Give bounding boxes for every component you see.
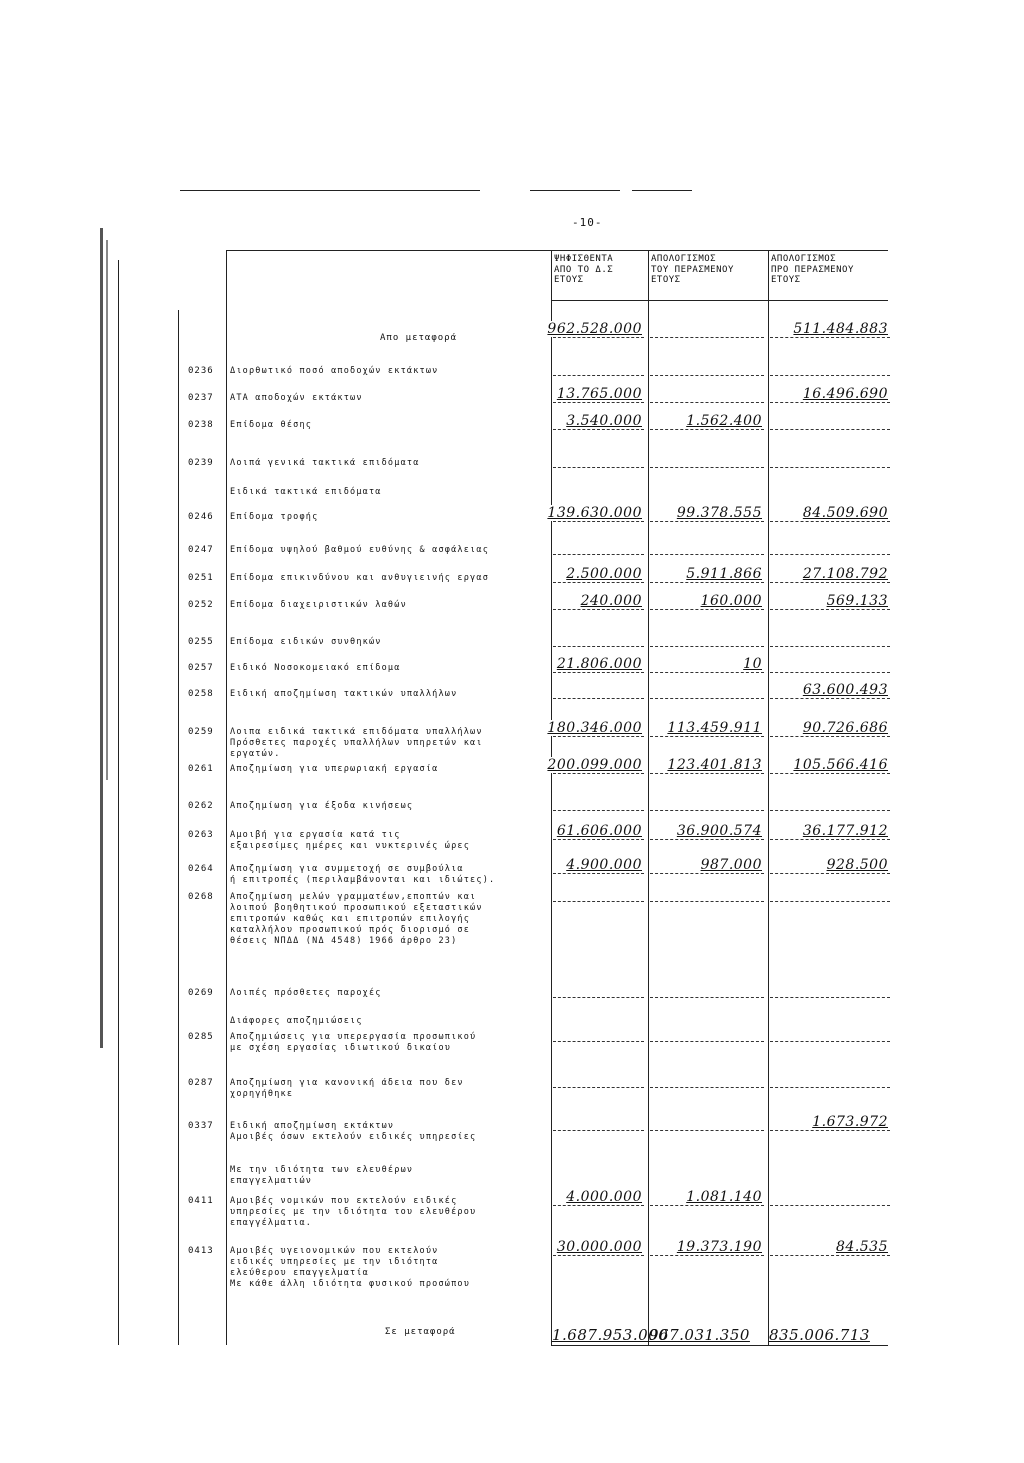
row-preprev-value: 84.509.690 — [800, 505, 888, 521]
row-preprev-value: 16.496.690 — [800, 386, 888, 402]
header-top-line — [226, 250, 888, 251]
dashed-leader — [553, 810, 644, 811]
dashed-leader — [770, 554, 890, 555]
row-prev-value: 36.900.574 — [674, 823, 762, 839]
dashed-leader — [650, 839, 764, 840]
row-description: Επίδομα θέσης — [230, 420, 313, 430]
row-voted-cell — [553, 593, 644, 612]
row-description: Επίδομα υψηλού βαθμού ευθύνης & ασφάλειας — [230, 545, 490, 555]
row-voted-cell — [553, 984, 644, 1000]
column-line-code — [178, 310, 179, 1345]
row-description: Επίδομα επικινδύνου και ανθυγιεινής εργασ — [230, 573, 490, 583]
scan-artifact — [106, 240, 108, 780]
row-preprev-cell — [770, 1114, 890, 1133]
row-voted-cell — [553, 685, 644, 701]
row-prev-cell — [650, 1117, 764, 1133]
row-preprev-cell — [770, 541, 890, 557]
row-description: Αποζημίωση για συμμετοχή σε συμβούλια ή επιτροπές (περιλαμβάνονται και ιδιώτες). — [230, 864, 496, 885]
row-prev-value: 5.911.866 — [683, 566, 762, 582]
dashed-leader — [553, 467, 644, 468]
header-col1: ΨΗΦΙΣΘΕΝΤΑ ΑΠΟ ΤΟ Δ.Σ ΕΤΟΥΣ — [554, 254, 614, 285]
row-preprev-value: 928.500 — [824, 857, 888, 873]
row-description: Αμοιβή για εργασία κατά τις εξαιρεσίμες ημέρες και νυκτερινές ώρες — [230, 830, 471, 851]
row-prev-cell — [650, 389, 764, 405]
row-voted-cell — [553, 633, 644, 649]
dashed-leader — [770, 521, 890, 522]
row-code: 0337 — [188, 1121, 214, 1131]
row-preprev-value: 1.673.972 — [809, 1114, 888, 1130]
dashed-leader — [650, 337, 764, 338]
dashed-leader — [770, 736, 890, 737]
row-voted-cell — [547, 505, 644, 524]
dashed-leader — [650, 773, 764, 774]
dashed-leader — [553, 375, 644, 376]
dashed-leader — [553, 736, 644, 737]
carry-out-prev: 967.031.350 — [649, 1326, 750, 1344]
row-code: 0411 — [188, 1196, 214, 1206]
row-prev-cell — [650, 685, 764, 701]
dashed-leader — [553, 1041, 644, 1042]
column-line-desc — [226, 250, 227, 1345]
row-description: Αποζημίωση για έξοδα κινήσεως — [230, 801, 414, 811]
row-code: 0236 — [188, 366, 214, 376]
row-prev-cell — [650, 541, 764, 557]
row-description: Με την ιδιότητα των ελευθέρων επαγγελματιών — [230, 1165, 414, 1186]
dashed-leader — [650, 467, 764, 468]
dashed-leader — [650, 698, 764, 699]
row-preprev-value: 105.566.416 — [790, 757, 888, 773]
dashed-leader — [770, 1205, 890, 1206]
row-preprev-cell — [770, 1028, 890, 1044]
row-preprev-cell — [770, 1239, 890, 1258]
row-preprev-cell — [770, 659, 890, 675]
row-description: Αποζημίωση για κανονική άδεια που δεν χορηγήθηκε — [230, 1078, 464, 1099]
row-preprev-value: 63.600.493 — [800, 682, 888, 698]
row-prev-value: 99.378.555 — [674, 505, 762, 521]
row-description: ΑΤΑ αποδοχών εκτάκτων — [230, 393, 363, 403]
row-voted-cell — [553, 566, 644, 585]
row-preprev-cell — [770, 593, 890, 612]
dashed-leader — [553, 1087, 644, 1088]
dashed-leader — [770, 873, 890, 874]
row-voted-cell — [553, 823, 644, 842]
dashed-leader — [770, 997, 890, 998]
dashed-leader — [650, 375, 764, 376]
row-preprev-cell — [770, 362, 890, 378]
row-preprev-cell — [770, 633, 890, 649]
row-voted-value: 240.000 — [578, 593, 642, 609]
carry-in-preprev-value: 511.484.883 — [790, 321, 888, 337]
dashed-leader — [770, 672, 890, 673]
row-description: Αμοιβές υγειονομικών που εκτελούν ειδικές υπηρεσίες με την ιδιότητα ελεύθερου επαγγελματία Με κάθε άλλη ιδιότητα φυσικού προσώπου — [230, 1246, 471, 1289]
row-code: 0257 — [188, 663, 214, 673]
row-description: Λοιπα ειδικά τακτικά επιδόματα υπαλλήλων Πρόσθετες παροχές υπαλλήλων υπηρετών και εργατών. — [230, 727, 483, 759]
row-preprev-cell — [770, 454, 890, 470]
dashed-leader — [553, 521, 644, 522]
row-code: 0264 — [188, 864, 214, 874]
row-voted-value: 13.765.000 — [554, 386, 642, 402]
dashed-leader — [650, 402, 764, 403]
row-prev-cell — [650, 797, 764, 813]
dashed-leader — [650, 873, 764, 874]
row-voted-value: 3.540.000 — [563, 413, 642, 429]
dashed-leader — [650, 997, 764, 998]
row-prev-value: 987.000 — [698, 857, 762, 873]
row-description: Αμοιβές νομικών που εκτελούν ειδικές υπηρεσίες με την ιδιότητα του ελευθέρου επαγγέλματια. — [230, 1196, 477, 1228]
dashed-leader — [770, 1087, 890, 1088]
row-prev-cell — [650, 505, 764, 524]
dashed-leader — [650, 582, 764, 583]
row-description: Επίδομα διαχειριστικών λαθών — [230, 600, 407, 610]
row-prev-cell — [650, 1074, 764, 1090]
dashed-leader — [553, 698, 644, 699]
row-prev-value: 160.000 — [698, 593, 762, 609]
scan-artifact — [100, 228, 103, 1048]
row-preprev-cell — [770, 1192, 890, 1208]
top-rule — [180, 190, 480, 191]
row-description: Επίδομα ειδικών συνθηκών — [230, 637, 382, 647]
row-preprev-cell — [770, 720, 890, 739]
row-prev-value: 1.081.140 — [683, 1189, 762, 1205]
row-voted-cell — [553, 1239, 644, 1258]
row-code: 0262 — [188, 801, 214, 811]
row-voted-cell — [547, 757, 644, 776]
row-preprev-cell — [770, 386, 890, 405]
column-line-c3 — [768, 250, 769, 1345]
row-code: 0255 — [188, 637, 214, 647]
column-line-c2 — [648, 250, 649, 1345]
carry-out-label: Σε μεταφορά — [385, 1327, 456, 1337]
dashed-leader — [770, 1130, 890, 1131]
row-voted-value: 200.099.000 — [544, 757, 642, 773]
row-code: 0247 — [188, 545, 214, 555]
header-col3: ΑΠΟΛΟΓΙΣΜΟΣ ΠΡΟ ΠΕΡΑΣΜΕΝΟΥ ΕΤΟΥΣ — [771, 254, 854, 285]
row-description: Αποζημιώσεις για υπερεργασία προσωπικού με σχέση εργασίας ιδιωτικού δικαίου — [230, 1032, 477, 1053]
dashed-leader — [553, 839, 644, 840]
row-prev-value: 19.373.190 — [674, 1239, 762, 1255]
row-description: Λοιπές πρόσθετες παροχές — [230, 988, 382, 998]
dashed-leader — [770, 582, 890, 583]
top-rule — [530, 190, 620, 191]
row-code: 0269 — [188, 988, 214, 998]
dashed-leader — [650, 1087, 764, 1088]
row-description: Ειδικό Νοσοκομειακό επίδομα — [230, 663, 401, 673]
row-description: Αποζημίωση μελών γραμματέων,εποπτών και λοιπού βοηθητικού προσωπικού εξεταστικών επιτροπών καθώς και επιτροπών επιλογής καταλλήλου προσωπικού πρός διορισμό σε θέσεις ΝΠΔΔ (ΝΔ 4548) 1966 άρθρο 23) — [230, 892, 483, 946]
dashed-leader — [553, 773, 644, 774]
dashed-leader — [770, 646, 890, 647]
dashed-leader — [650, 672, 764, 673]
row-voted-cell — [553, 362, 644, 378]
dashed-leader — [770, 467, 890, 468]
row-voted-value: 4.900.000 — [563, 857, 642, 873]
row-voted-cell — [553, 541, 644, 557]
dashed-leader — [553, 1205, 644, 1206]
row-preprev-value: 569.133 — [824, 593, 888, 609]
row-voted-value: 139.630.000 — [544, 505, 642, 521]
dashed-leader — [770, 609, 890, 610]
dashed-leader — [553, 646, 644, 647]
row-voted-cell — [553, 1074, 644, 1090]
row-voted-cell — [553, 1117, 644, 1133]
row-voted-cell — [547, 720, 644, 739]
dashed-leader — [553, 582, 644, 583]
row-code: 0252 — [188, 600, 214, 610]
row-code: 0413 — [188, 1246, 214, 1256]
row-preprev-value: 36.177.912 — [800, 823, 888, 839]
row-prev-cell — [650, 888, 764, 904]
row-voted-cell — [553, 1189, 644, 1208]
row-prev-cell — [650, 757, 764, 776]
row-voted-value: 180.346.000 — [544, 720, 642, 736]
dashed-leader — [650, 521, 764, 522]
dashed-leader — [650, 1041, 764, 1042]
dashed-leader — [770, 1041, 890, 1042]
carry-in-voted-value: 962.528.000 — [544, 321, 642, 337]
top-rule — [632, 190, 692, 191]
row-prev-cell — [650, 857, 764, 876]
dashed-leader — [770, 337, 890, 338]
dashed-leader — [770, 839, 890, 840]
row-preprev-cell — [770, 823, 890, 842]
row-preprev-cell — [770, 857, 890, 876]
row-prev-cell — [650, 656, 764, 675]
dashed-leader — [770, 1255, 890, 1256]
row-description: Ειδική αποζημίωση τακτικών υπαλλήλων — [230, 689, 458, 699]
row-voted-cell — [553, 386, 644, 405]
row-preprev-cell — [770, 984, 890, 1000]
dashed-leader — [553, 337, 644, 338]
row-description: Ειδική αποζημίωση εκτάκτων Αμοιβές όσων εκτελούν ειδικές υπηρεσίες — [230, 1121, 477, 1142]
row-voted-cell — [553, 656, 644, 675]
row-prev-cell — [650, 413, 764, 432]
row-code: 0251 — [188, 573, 214, 583]
dashed-leader — [770, 698, 890, 699]
row-preprev-cell — [770, 682, 890, 701]
row-preprev-cell — [770, 1074, 890, 1090]
row-preprev-value: 27.108.792 — [800, 566, 888, 582]
row-code: 0268 — [188, 892, 214, 902]
row-voted-cell — [553, 454, 644, 470]
row-preprev-cell — [770, 566, 890, 585]
row-prev-cell — [650, 362, 764, 378]
row-prev-cell — [650, 984, 764, 1000]
row-code: 0259 — [188, 727, 214, 737]
row-voted-cell — [553, 1028, 644, 1044]
row-code: 0237 — [188, 393, 214, 403]
column-line-outer — [118, 260, 119, 1345]
carry-out-preprev: 835.006.713 — [769, 1326, 870, 1344]
row-code: 0285 — [188, 1032, 214, 1042]
row-prev-cell — [650, 1239, 764, 1258]
row-prev-value: 1.562.400 — [683, 413, 762, 429]
dashed-leader — [770, 429, 890, 430]
dashed-leader — [553, 402, 644, 403]
row-prev-cell — [650, 454, 764, 470]
dashed-leader — [650, 1255, 764, 1256]
dashed-leader — [650, 736, 764, 737]
row-code: 0238 — [188, 420, 214, 430]
dashed-leader — [770, 773, 890, 774]
row-prev-cell — [650, 633, 764, 649]
carry-out-voted: 1.687.953.000 — [552, 1326, 669, 1344]
row-preprev-cell — [770, 505, 890, 524]
row-prev-cell — [650, 1028, 764, 1044]
row-code: 0239 — [188, 458, 214, 468]
row-description: Διορθωτικό ποσό αποδοχών εκτάκτων — [230, 366, 439, 376]
dashed-leader — [553, 1130, 644, 1131]
dashed-leader — [553, 1255, 644, 1256]
dashed-leader — [553, 997, 644, 998]
dashed-leader — [650, 429, 764, 430]
dashed-leader — [650, 646, 764, 647]
dashed-leader — [553, 873, 644, 874]
header-bottom-line — [551, 300, 888, 301]
dashed-leader — [650, 1130, 764, 1131]
row-voted-value: 30.000.000 — [554, 1239, 642, 1255]
dashed-leader — [553, 429, 644, 430]
row-prev-value: 123.401.813 — [664, 757, 762, 773]
dashed-leader — [650, 554, 764, 555]
dashed-leader — [770, 402, 890, 403]
carry-in-prev-cell — [650, 324, 764, 340]
row-preprev-cell — [770, 797, 890, 813]
row-voted-cell — [553, 413, 644, 432]
row-prev-value: 10 — [740, 656, 762, 672]
row-prev-cell — [650, 566, 764, 585]
header-col2: ΑΠΟΛΟΓΙΣΜΟΣ ΤΟΥ ΠΕΡΑΣΜΕΝΟΥ ΕΤΟΥΣ — [651, 254, 734, 285]
row-voted-value: 4.000.000 — [563, 1189, 642, 1205]
dashed-leader — [770, 810, 890, 811]
row-description: Λοιπά γενικά τακτικά επιδόματα — [230, 458, 420, 468]
row-preprev-value: 90.726.686 — [800, 720, 888, 736]
row-description: Ειδικά τακτικά επιδόματα — [230, 487, 382, 497]
carry-in-label: Απο μεταφορά — [380, 333, 458, 343]
row-code: 0258 — [188, 689, 214, 699]
carry-in-preprev-cell — [770, 321, 890, 340]
row-preprev-cell — [770, 888, 890, 904]
row-code: 0263 — [188, 830, 214, 840]
row-preprev-cell — [770, 416, 890, 432]
dashed-leader — [770, 375, 890, 376]
dashed-leader — [650, 810, 764, 811]
dashed-leader — [553, 554, 644, 555]
table-bottom-line — [551, 1345, 888, 1346]
row-prev-cell — [650, 720, 764, 739]
row-voted-value: 2.500.000 — [563, 566, 642, 582]
row-code: 0287 — [188, 1078, 214, 1088]
dashed-leader — [553, 672, 644, 673]
dashed-leader — [553, 609, 644, 610]
dashed-leader — [650, 609, 764, 610]
dashed-leader — [770, 901, 890, 902]
row-voted-value: 21.806.000 — [554, 656, 642, 672]
row-prev-cell — [650, 823, 764, 842]
row-preprev-cell — [770, 757, 890, 776]
row-prev-cell — [650, 1189, 764, 1208]
row-description: Επίδομα τροφής — [230, 512, 319, 522]
page-number: -10- — [572, 216, 603, 229]
dashed-leader — [650, 901, 764, 902]
row-code: 0246 — [188, 512, 214, 522]
column-line-c1 — [551, 250, 552, 1345]
row-voted-cell — [553, 888, 644, 904]
row-voted-value: 61.606.000 — [554, 823, 642, 839]
row-voted-cell — [553, 797, 644, 813]
row-preprev-value: 84.535 — [833, 1239, 888, 1255]
row-description: Αποζημίωση για υπερωριακή εργασία — [230, 764, 439, 774]
row-prev-cell — [650, 593, 764, 612]
row-description: Διάφορες αποζημιώσεις — [230, 1016, 363, 1026]
carry-in-voted-cell — [547, 321, 644, 340]
dashed-leader — [553, 901, 644, 902]
row-prev-value: 113.459.911 — [664, 720, 762, 736]
dashed-leader — [650, 1205, 764, 1206]
row-code: 0261 — [188, 764, 214, 774]
row-voted-cell — [553, 857, 644, 876]
